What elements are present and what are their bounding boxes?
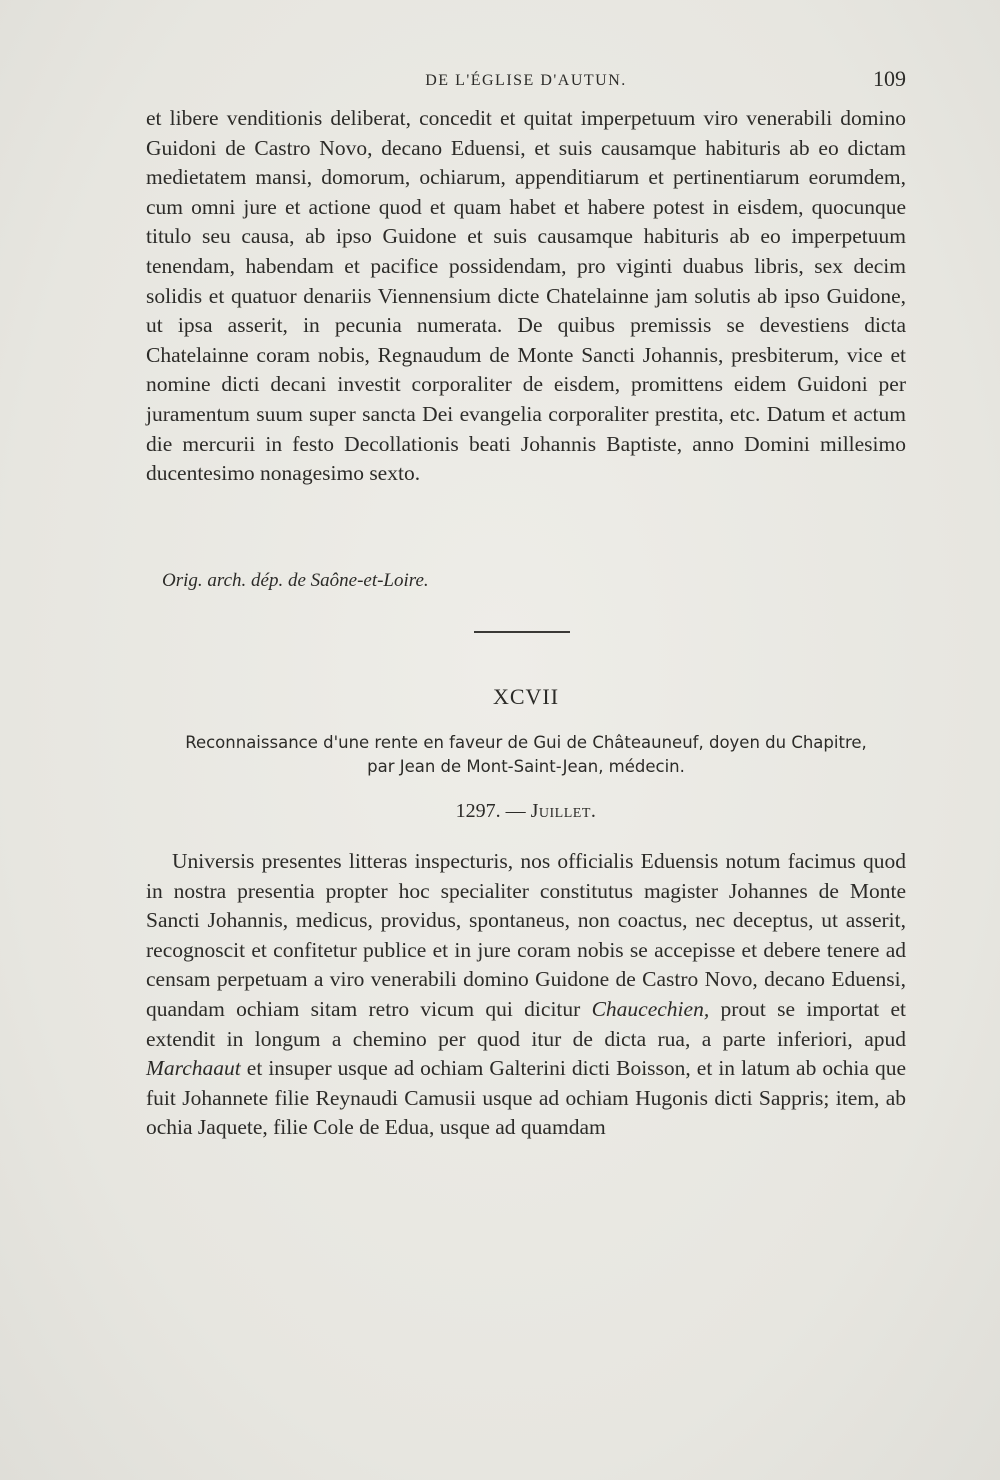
charter-text-part-2: prout se importat et extendit in longum a chemino per quod itur de dicta rua, a parte inferiori, apud — [146, 996, 907, 1051]
charter-text-part-3: et insuper usque ad ochiam Galterini dicti Boisson, et in latum ab ochia que fuit Johannete filie Reynaudi Camusii usque ad ochiam Hugonis dicti Sappris; item, ab ochia Jaquete, filie Cole de Edua, usque ad quamdam — [146, 1056, 906, 1140]
summary-line-1: Reconnaissance d'une rente en faveur de Gui de Châteauneuf, doyen du Chapitre, — [185, 733, 867, 752]
running-title: DE L'ÉGLISE D'AUTUN. — [425, 72, 627, 89]
charter-text-part-1: Universis presentes litteras inspecturis, nos officialis Eduensis notum facimus quod in nostra presentia propter hoc specialiter constitutus magister Johannes de Monte Sancti Johannis, medicus, providus, spontaneus, non coactus, nec deceptus, ut asserit, recognoscit et confitetur publice et in jure coram nobis se accepisse et debere tenere ad censam perpetuam a viro venerabili domino Guidone de Castro Novo, decano Eduensi, quandam ochiam sitam retro vicum qui dicitur — [146, 849, 906, 1021]
summary-line-2: par Jean de Mont-Saint-Jean, médecin. — [367, 757, 685, 776]
charter-paragraph — [146, 847, 906, 1143]
place-name-marchaaut: Marchaaut — [146, 1056, 241, 1081]
place-name-chaucechien: Chaucechien, — [591, 996, 710, 1021]
document-number: XCVII — [492, 684, 560, 709]
date-year: 1297. — — [455, 800, 526, 822]
date-month: Juillet. — [530, 800, 597, 822]
source-note: Orig. arch. dép. de Saône-et-Loire. — [162, 570, 429, 591]
document-date — [146, 800, 906, 823]
running-head — [146, 66, 906, 96]
section-divider — [474, 631, 570, 633]
continued-paragraph: et libere venditionis deliberat, concedit et quitat imperpetuum viro venerabili domino Guidoni de Castro Novo, decano Eduensi, et suis causamque habituris ab eo dictam medietatem mansi, domorum, ochiarum, appenditiarum et pertinentiarum eorumdem, cum omni jure et actione quod et quam habet et habere potest in eisdem, quocunque titulo seu causa, ab ipso Guidone et suis causamque habituris ab eo imperpetuum tenendam, habendam et pacifice possidendam, pro viginti duabus libris, sex decim solidis et quatuor denariis Viennensium dicte Chatelainne jam solutis ab ipso Guidone, ut ipsa asserit, in pecunia numerata. De quibus premissis se devestiens dicta Chatelainne coram nobis, Regnaudum de Monte Sancti Johannis, presbiterum, vice et nomine dicti decani investit corporaliter de eisdem, promittens eidem Guidoni per juramentum suum super sancta Dei evangelia corporaliter prestita, etc. Datum et actum die mercurii in festo Decollationis beati Johannis Baptiste, anno Domini millesimo ducentesimo nonagesimo sexto. — [146, 106, 906, 486]
document-summary — [146, 731, 906, 779]
page-number: 109 — [873, 66, 906, 91]
